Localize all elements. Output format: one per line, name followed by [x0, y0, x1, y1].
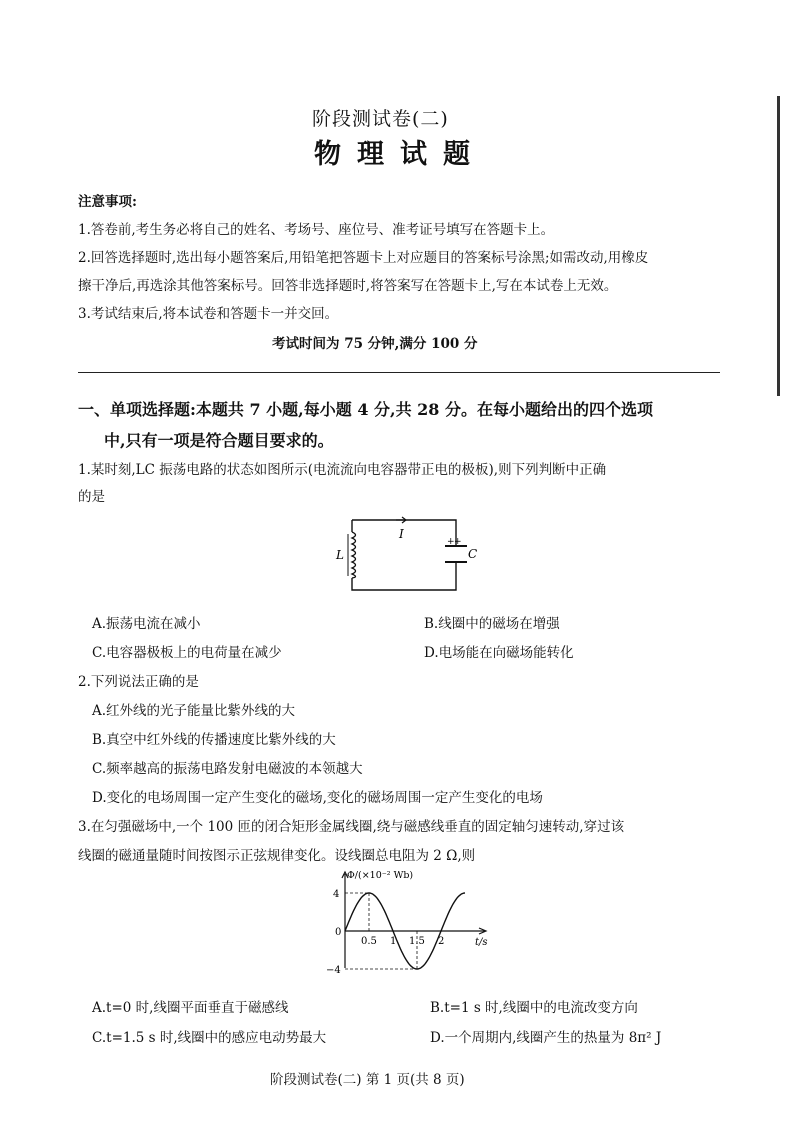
q1-stem-line2: 的是 — [78, 489, 105, 505]
q2-option-a: A.红外线的光子能量比紫外线的大 — [92, 703, 296, 719]
q1-option-b: B.线圈中的磁场在增强 — [424, 616, 560, 632]
exam-time-line: 考试时间为 75 分钟,满分 100 分 — [272, 336, 478, 352]
y-axis-label: Φ/(×10⁻² Wb) — [347, 870, 414, 881]
lc-circuit-figure — [330, 508, 490, 603]
flux-time-chart — [325, 868, 500, 978]
q3-option-d: D.一个周期内,线圈产生的热量为 8π² J — [430, 1030, 662, 1046]
q3-option-b: B.t=1 s 时,线圈中的电流改变方向 — [430, 1000, 638, 1016]
q1-stem-line1: 1.某时刻,LC 振荡电路的状态如图所示(电流流向电容器带正电的极板),则下列判断中正确 — [78, 462, 607, 478]
y-tick-0: 0 — [335, 927, 342, 938]
y-tick-neg4: −4 — [326, 965, 341, 976]
exam-title: 物理试题 — [314, 139, 486, 170]
section-heading-line1: 一、单项选择题:本题共 7 小题,每小题 4 分,共 28 分。在每小题给出的四个选项 — [78, 400, 654, 419]
q3-option-a: A.t=0 时,线圈平面垂直于磁感线 — [92, 1000, 289, 1016]
x-tick-1: 1 — [390, 936, 397, 947]
current-label: I — [399, 527, 404, 541]
q2-option-b: B.真空中红外线的传播速度比紫外线的大 — [92, 732, 336, 748]
section-heading-line2: 中,只有一项是符合题目要求的。 — [104, 431, 334, 450]
exam-subtitle: 阶段测试卷(二) — [312, 108, 449, 130]
q2-stem: 2.下列说法正确的是 — [78, 674, 199, 690]
q3-option-c: C.t=1.5 s 时,线圈中的感应电动势最大 — [92, 1030, 327, 1046]
notice-item-3: 3.考试结束后,将本试卷和答题卡一并交回。 — [78, 306, 339, 322]
current-arrow-icon — [396, 517, 406, 523]
x-tick-1-5: 1.5 — [409, 936, 425, 947]
notice-item-1: 1.答卷前,考生务必将自己的姓名、考场号、座位号、准考证号填写在答题卡上。 — [78, 222, 555, 238]
q2-option-d: D.变化的电场周围一定产生变化的磁场,变化的磁场周围一定产生变化的电场 — [92, 790, 543, 806]
page-edge-line — [777, 96, 780, 396]
q2-option-c: C.频率越高的振荡电路发射电磁波的本领越大 — [92, 761, 363, 777]
capacitor-label: C — [468, 547, 478, 561]
divider-rule — [78, 372, 720, 373]
q1-option-a: A.振荡电流在减小 — [92, 616, 201, 632]
q1-option-d: D.电场能在向磁场能转化 — [424, 645, 574, 661]
inductor-coil — [352, 532, 356, 578]
y-tick-4: 4 — [333, 889, 340, 900]
notice-heading: 注意事项: — [78, 194, 137, 210]
inductor-label: L — [336, 548, 344, 562]
plus-sign-1: + — [447, 537, 455, 547]
page-footer: 阶段测试卷(二) 第 1 页(共 8 页) — [270, 1072, 465, 1088]
plus-sign-2: + — [454, 537, 462, 547]
x-axis-label: t/s — [475, 937, 488, 948]
circuit-wire-top — [352, 520, 456, 545]
q3-stem-line1: 3.在匀强磁场中,一个 100 匝的闭合矩形金属线圈,绕与磁感线垂直的固定轴匀速转动,穿过该 — [78, 819, 625, 835]
circuit-wire-bottom — [352, 563, 456, 590]
x-tick-2: 2 — [438, 936, 445, 947]
q1-option-c: C.电容器极板上的电荷量在减少 — [92, 645, 282, 661]
notice-item-2: 2.回答选择题时,选出每小题答案后,用铅笔把答题卡上对应题目的答案标号涂黑;如需改动,用橡皮 — [78, 250, 649, 266]
notice-item-2-cont: 擦干净后,再选涂其他答案标号。回答非选择题时,将答案写在答题卡上,写在本试卷上无效。 — [78, 278, 618, 294]
x-tick-0-5: 0.5 — [361, 936, 377, 947]
q3-stem-line2: 线圈的磁通量随时间按图示正弦规律变化。设线圈总电阻为 2 Ω,则 — [78, 848, 476, 864]
